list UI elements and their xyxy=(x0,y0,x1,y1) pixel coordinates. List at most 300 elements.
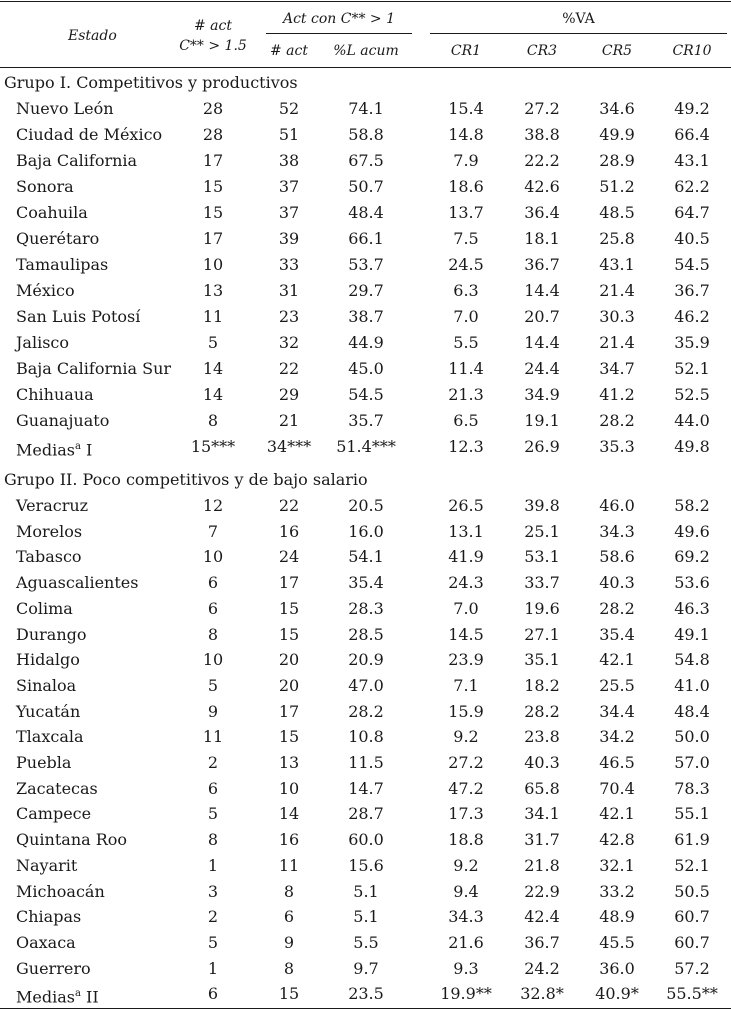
cell-value: 14 xyxy=(202,359,224,378)
state-name: Quintana Roo xyxy=(16,830,128,850)
cell-value: 49.9 xyxy=(599,125,635,144)
cell-value: 15 xyxy=(278,598,300,618)
cell-value: 13.7 xyxy=(448,203,484,222)
cell-value: 23.8 xyxy=(524,727,560,747)
cell-value: 22.2 xyxy=(524,151,560,170)
cell-value: 53.6 xyxy=(674,573,710,593)
state-name: Veracruz xyxy=(16,496,89,515)
means-value: 40.9* xyxy=(595,984,639,1004)
cell-value: 36.7 xyxy=(524,255,560,274)
means-value: 35.3 xyxy=(599,437,635,456)
cell-value: 15.9 xyxy=(448,701,484,721)
cell-value: 54.5 xyxy=(348,385,384,404)
table-row xyxy=(0,647,731,673)
cell-value: 15.6 xyxy=(348,855,384,875)
cell-value: 18.8 xyxy=(448,830,484,850)
cell-value: 46.0 xyxy=(599,496,635,515)
cell-value: 22.9 xyxy=(524,881,560,901)
header-cr1: CR1 xyxy=(450,43,482,59)
cell-value: 34.9 xyxy=(524,385,560,404)
cell-value: 32.1 xyxy=(599,855,635,875)
cell-value: 12 xyxy=(202,496,224,515)
cell-value: 8 xyxy=(207,830,219,850)
cell-value: 42.6 xyxy=(524,177,560,196)
cell-value: 74.1 xyxy=(348,99,384,118)
cell-value: 57.2 xyxy=(674,958,710,978)
header-cr10: CR10 xyxy=(672,43,712,59)
table-row xyxy=(0,148,731,174)
cell-value: 27.2 xyxy=(448,753,484,772)
header-estado: Estado xyxy=(68,28,117,44)
cell-value: 1 xyxy=(207,958,219,978)
cell-value: 23.9 xyxy=(448,650,484,670)
cell-value: 40.3 xyxy=(599,573,635,593)
state-name: Morelos xyxy=(16,521,83,541)
header-cr5: CR5 xyxy=(601,43,633,59)
cell-value: 20.9 xyxy=(348,650,384,670)
table-row xyxy=(0,776,731,802)
cell-value: 69.2 xyxy=(674,547,710,567)
cell-value: 41.0 xyxy=(674,675,710,695)
cell-value: 11.5 xyxy=(348,753,384,772)
cell-value: 52.1 xyxy=(674,359,710,378)
table-row xyxy=(0,330,731,356)
bottom-rule xyxy=(0,1008,731,1009)
header-subrule-va xyxy=(430,33,727,34)
cell-value: 20 xyxy=(278,675,300,695)
cell-value: 70.4 xyxy=(599,778,635,798)
state-name: San Luis Potosí xyxy=(16,307,141,326)
cell-value: 49.1 xyxy=(674,624,710,644)
cell-value: 42.1 xyxy=(599,650,635,670)
cell-value: 7.0 xyxy=(453,598,479,618)
cell-value: 53.1 xyxy=(524,547,560,567)
table-row xyxy=(0,699,731,725)
cell-value: 44.0 xyxy=(674,411,710,430)
cell-value: 13 xyxy=(278,753,300,772)
state-name: Zacatecas xyxy=(16,778,98,798)
cell-value: 39 xyxy=(278,229,300,248)
cell-value: 2 xyxy=(207,907,219,927)
cell-value: 38 xyxy=(278,151,300,170)
means-value: 55.5** xyxy=(666,984,718,1004)
cell-value: 7 xyxy=(207,521,219,541)
cell-value: 54.5 xyxy=(674,255,710,274)
table-row xyxy=(0,930,731,956)
cell-value: 33.2 xyxy=(599,881,635,901)
state-name: México xyxy=(16,281,75,300)
cell-value: 28 xyxy=(202,125,224,144)
cell-value: 58.6 xyxy=(599,547,635,567)
cell-value: 61.9 xyxy=(674,830,710,850)
state-name: Coahuila xyxy=(16,203,88,222)
cell-value: 9.7 xyxy=(353,958,379,978)
means-value: 51.4*** xyxy=(336,437,396,456)
header-rule xyxy=(0,67,731,68)
cell-value: 17 xyxy=(278,573,300,593)
cell-value: 28.2 xyxy=(524,701,560,721)
cell-value: 60.7 xyxy=(674,932,710,952)
cell-value: 20.5 xyxy=(348,496,384,515)
state-name: Aguascalientes xyxy=(16,573,139,593)
cell-value: 35.1 xyxy=(524,650,560,670)
cell-value: 8 xyxy=(283,881,295,901)
table-row xyxy=(0,200,731,226)
cell-value: 55.1 xyxy=(674,804,710,824)
means-value: 15 xyxy=(278,984,300,1004)
cell-value: 21.3 xyxy=(448,385,484,404)
state-name: Sonora xyxy=(16,177,74,196)
cell-value: 25.1 xyxy=(524,521,560,541)
cell-value: 35.9 xyxy=(674,333,710,352)
cell-value: 11 xyxy=(202,307,224,326)
cell-value: 18.2 xyxy=(524,675,560,695)
cell-value: 24.2 xyxy=(524,958,560,978)
cell-value: 37 xyxy=(278,203,300,222)
cell-value: 33 xyxy=(278,255,300,274)
cell-value: 29.7 xyxy=(348,281,384,300)
cell-value: 54.1 xyxy=(348,547,384,567)
cell-value: 22 xyxy=(278,496,300,515)
state-name: Guerrero xyxy=(16,958,91,978)
cell-value: 5.5 xyxy=(353,932,379,952)
cell-value: 21 xyxy=(278,411,300,430)
cell-value: 62.2 xyxy=(674,177,710,196)
cell-value: 48.5 xyxy=(599,203,635,222)
state-name: Baja California xyxy=(16,151,138,170)
cell-value: 48.9 xyxy=(599,907,635,927)
cell-value: 41.2 xyxy=(599,385,635,404)
table-row xyxy=(0,252,731,278)
cell-value: 28.9 xyxy=(599,151,635,170)
cell-value: 8 xyxy=(283,958,295,978)
table-row xyxy=(0,827,731,853)
cell-value: 9.2 xyxy=(453,855,479,875)
table-row xyxy=(0,956,731,982)
cell-value: 6.5 xyxy=(453,411,479,430)
cell-value: 40.5 xyxy=(674,229,710,248)
cell-value: 28.2 xyxy=(348,701,384,721)
cell-value: 41.9 xyxy=(448,547,484,567)
cell-value: 46.3 xyxy=(674,598,710,618)
cell-value: 51 xyxy=(278,125,300,144)
table-row xyxy=(0,570,731,596)
cell-value: 15 xyxy=(202,177,224,196)
cell-value: 52.5 xyxy=(674,385,710,404)
cell-value: 49.6 xyxy=(674,521,710,541)
cell-value: 6 xyxy=(207,573,219,593)
cell-value: 9.3 xyxy=(453,958,479,978)
cell-value: 46.2 xyxy=(674,307,710,326)
state-name: Puebla xyxy=(16,753,72,772)
header-va: %VA xyxy=(562,11,595,27)
cell-value: 11 xyxy=(278,855,300,875)
state-name: Nayarit xyxy=(16,855,78,875)
state-name: Jalisco xyxy=(16,333,69,352)
cell-value: 23 xyxy=(278,307,300,326)
state-name: Chiapas xyxy=(16,907,82,927)
cell-value: 34.3 xyxy=(448,907,484,927)
cell-value: 36.7 xyxy=(524,932,560,952)
cell-value: 37 xyxy=(278,177,300,196)
cell-value: 34.2 xyxy=(599,727,635,747)
cell-value: 36.7 xyxy=(674,281,710,300)
cell-value: 11.4 xyxy=(448,359,484,378)
cell-value: 22 xyxy=(278,359,300,378)
cell-value: 34.1 xyxy=(524,804,560,824)
means-row xyxy=(0,434,731,460)
state-name: Tabasco xyxy=(16,547,82,567)
cell-value: 15.4 xyxy=(448,99,484,118)
cell-value: 9.4 xyxy=(453,881,479,901)
cell-value: 60.0 xyxy=(348,830,384,850)
cell-value: 27.2 xyxy=(524,99,560,118)
cell-value: 28.2 xyxy=(599,411,635,430)
header-act: # act xyxy=(194,18,232,34)
cell-value: 66.1 xyxy=(348,229,384,248)
means-value: 6 xyxy=(207,984,219,1004)
cell-value: 10.8 xyxy=(348,727,384,747)
cell-value: 50.0 xyxy=(674,727,710,747)
cell-value: 48.4 xyxy=(348,203,384,222)
cell-value: 36.0 xyxy=(599,958,635,978)
means-value: 12.3 xyxy=(448,437,484,456)
cell-value: 29 xyxy=(278,385,300,404)
cell-value: 9 xyxy=(207,701,219,721)
means-value: 26.9 xyxy=(524,437,560,456)
state-name: Durango xyxy=(16,624,87,644)
state-name: Querétaro xyxy=(16,229,100,248)
means-value: 34*** xyxy=(266,437,312,456)
cell-value: 21.4 xyxy=(599,281,635,300)
cell-value: 21.4 xyxy=(599,333,635,352)
table-row xyxy=(0,801,731,827)
cell-value: 15 xyxy=(202,203,224,222)
cell-value: 35.7 xyxy=(348,411,384,430)
cell-value: 47.0 xyxy=(348,675,384,695)
cell-value: 51.2 xyxy=(599,177,635,196)
means-value: 15*** xyxy=(190,437,236,456)
cell-value: 20 xyxy=(278,650,300,670)
cell-value: 5 xyxy=(207,675,219,695)
cell-value: 46.5 xyxy=(599,753,635,772)
cell-value: 45.0 xyxy=(348,359,384,378)
state-name: Ciudad de México xyxy=(16,125,163,144)
cell-value: 28.3 xyxy=(348,598,384,618)
cell-value: 10 xyxy=(202,547,224,567)
cell-value: 65.8 xyxy=(524,778,560,798)
cell-value: 33.7 xyxy=(524,573,560,593)
cell-value: 28.7 xyxy=(348,804,384,824)
table-row xyxy=(0,226,731,252)
means-value: 23.5 xyxy=(348,984,384,1004)
cell-value: 48.4 xyxy=(674,701,710,721)
cell-value: 14.8 xyxy=(448,125,484,144)
cell-value: 31.7 xyxy=(524,830,560,850)
state-name: Sinaloa xyxy=(16,675,77,695)
cell-value: 53.7 xyxy=(348,255,384,274)
table-row xyxy=(0,519,731,545)
cell-value: 38.8 xyxy=(524,125,560,144)
cell-value: 28.5 xyxy=(348,624,384,644)
cell-value: 43.1 xyxy=(599,255,635,274)
cell-value: 32 xyxy=(278,333,300,352)
cell-value: 1 xyxy=(207,855,219,875)
table-row xyxy=(0,356,731,382)
cell-value: 28 xyxy=(202,99,224,118)
cell-value: 43.1 xyxy=(674,151,710,170)
state-name: Michoacán xyxy=(16,881,105,901)
cell-value: 13 xyxy=(202,281,224,300)
cell-value: 9 xyxy=(283,932,295,952)
cell-value: 78.3 xyxy=(674,778,710,798)
cell-value: 54.8 xyxy=(674,650,710,670)
cell-value: 7.1 xyxy=(453,675,479,695)
cell-value: 18.6 xyxy=(448,177,484,196)
cell-value: 5.5 xyxy=(453,333,479,352)
state-name: Campece xyxy=(16,804,92,824)
table-row xyxy=(0,879,731,905)
cell-value: 45.5 xyxy=(599,932,635,952)
header-sub-act: # act xyxy=(270,43,308,59)
cell-value: 10 xyxy=(202,255,224,274)
cell-value: 25.5 xyxy=(599,675,635,695)
cell-value: 28.2 xyxy=(599,598,635,618)
state-name: Tamaulipas xyxy=(16,255,109,274)
table-row xyxy=(0,673,731,699)
cell-value: 42.4 xyxy=(524,907,560,927)
cell-value: 34.7 xyxy=(599,359,635,378)
cell-value: 40.3 xyxy=(524,753,560,772)
means-label: Medias$^a$ II xyxy=(16,987,99,1007)
cell-value: 14 xyxy=(278,804,300,824)
cell-value: 14.4 xyxy=(524,333,560,352)
cell-value: 24.3 xyxy=(448,573,484,593)
cell-value: 9.2 xyxy=(453,727,479,747)
cell-value: 39.8 xyxy=(524,496,560,515)
cell-value: 58.2 xyxy=(674,496,710,515)
cell-value: 34.4 xyxy=(599,701,635,721)
cell-value: 50.7 xyxy=(348,177,384,196)
means-label: Medias$^a$ I xyxy=(16,440,93,460)
cell-value: 58.8 xyxy=(348,125,384,144)
cell-value: 36.4 xyxy=(524,203,560,222)
state-name: Chihuaua xyxy=(16,385,94,404)
cell-value: 31 xyxy=(278,281,300,300)
cell-value: 19.1 xyxy=(524,411,560,430)
cell-value: 16 xyxy=(278,830,300,850)
cell-value: 5 xyxy=(207,932,219,952)
table-row xyxy=(0,750,731,776)
group2-title: Grupo II. Poco competitivos y de bajo salario xyxy=(4,470,368,489)
header-sub-lacum: %L acum xyxy=(333,43,399,59)
cell-value: 18.1 xyxy=(524,229,560,248)
cell-value: 15 xyxy=(278,727,300,747)
cell-value: 5 xyxy=(207,804,219,824)
table-row xyxy=(0,278,731,304)
cell-value: 17 xyxy=(278,701,300,721)
cell-value: 44.9 xyxy=(348,333,384,352)
cell-value: 34.3 xyxy=(599,521,635,541)
cell-value: 24 xyxy=(278,547,300,567)
cell-value: 17.3 xyxy=(448,804,484,824)
state-name: Hidalgo xyxy=(16,650,80,670)
cell-value: 19.6 xyxy=(524,598,560,618)
header-act-con: Act con C** > 1 xyxy=(282,11,395,27)
cell-value: 13.1 xyxy=(448,521,484,541)
cell-value: 14.7 xyxy=(348,778,384,798)
cell-value: 25.8 xyxy=(599,229,635,248)
cell-value: 6.3 xyxy=(453,281,479,300)
cell-value: 30.3 xyxy=(599,307,635,326)
cell-value: 35.4 xyxy=(599,624,635,644)
means-value: 32.8* xyxy=(520,984,564,1004)
means-value: 19.9** xyxy=(440,984,492,1004)
table-row xyxy=(0,304,731,330)
cell-value: 6 xyxy=(283,907,295,927)
cell-value: 7.0 xyxy=(453,307,479,326)
cell-value: 24.4 xyxy=(524,359,560,378)
table-row xyxy=(0,544,731,570)
cell-value: 67.5 xyxy=(348,151,384,170)
cell-value: 64.7 xyxy=(674,203,710,222)
cell-value: 14.5 xyxy=(448,624,484,644)
table-row xyxy=(0,596,731,622)
cell-value: 60.7 xyxy=(674,907,710,927)
table-row xyxy=(0,122,731,148)
cell-value: 57.0 xyxy=(674,753,710,772)
cell-value: 5.1 xyxy=(353,907,379,927)
cell-value: 7.9 xyxy=(453,151,479,170)
cell-value: 21.8 xyxy=(524,855,560,875)
table-row xyxy=(0,382,731,408)
state-name: Nuevo León xyxy=(16,99,114,118)
cell-value: 47.2 xyxy=(448,778,484,798)
cell-value: 8 xyxy=(207,624,219,644)
header-act-threshold: C** > 1.5 xyxy=(179,38,247,54)
cell-value: 7.5 xyxy=(453,229,479,248)
header-cr3: CR3 xyxy=(526,43,558,59)
top-rule xyxy=(0,1,731,2)
table-row xyxy=(0,408,731,434)
cell-value: 6 xyxy=(207,778,219,798)
table-row xyxy=(0,724,731,750)
cell-value: 20.7 xyxy=(524,307,560,326)
cell-value: 3 xyxy=(207,881,219,901)
cell-value: 17 xyxy=(202,229,224,248)
cell-value: 52 xyxy=(278,99,300,118)
cell-value: 42.8 xyxy=(599,830,635,850)
cell-value: 49.2 xyxy=(674,99,710,118)
cell-value: 5.1 xyxy=(353,881,379,901)
state-name: Tlaxcala xyxy=(16,727,84,747)
cell-value: 24.5 xyxy=(448,255,484,274)
cell-value: 42.1 xyxy=(599,804,635,824)
state-name: Oaxaca xyxy=(16,932,76,952)
cell-value: 16.0 xyxy=(348,521,384,541)
table-row xyxy=(0,174,731,200)
table-row xyxy=(0,96,731,122)
means-value: 49.8 xyxy=(674,437,710,456)
state-name: Colima xyxy=(16,598,73,618)
cell-value: 14.4 xyxy=(524,281,560,300)
cell-value: 17 xyxy=(202,151,224,170)
cell-value: 11 xyxy=(202,727,224,747)
cell-value: 10 xyxy=(202,650,224,670)
table-row xyxy=(0,622,731,648)
cell-value: 5 xyxy=(207,333,219,352)
cell-value: 52.1 xyxy=(674,855,710,875)
